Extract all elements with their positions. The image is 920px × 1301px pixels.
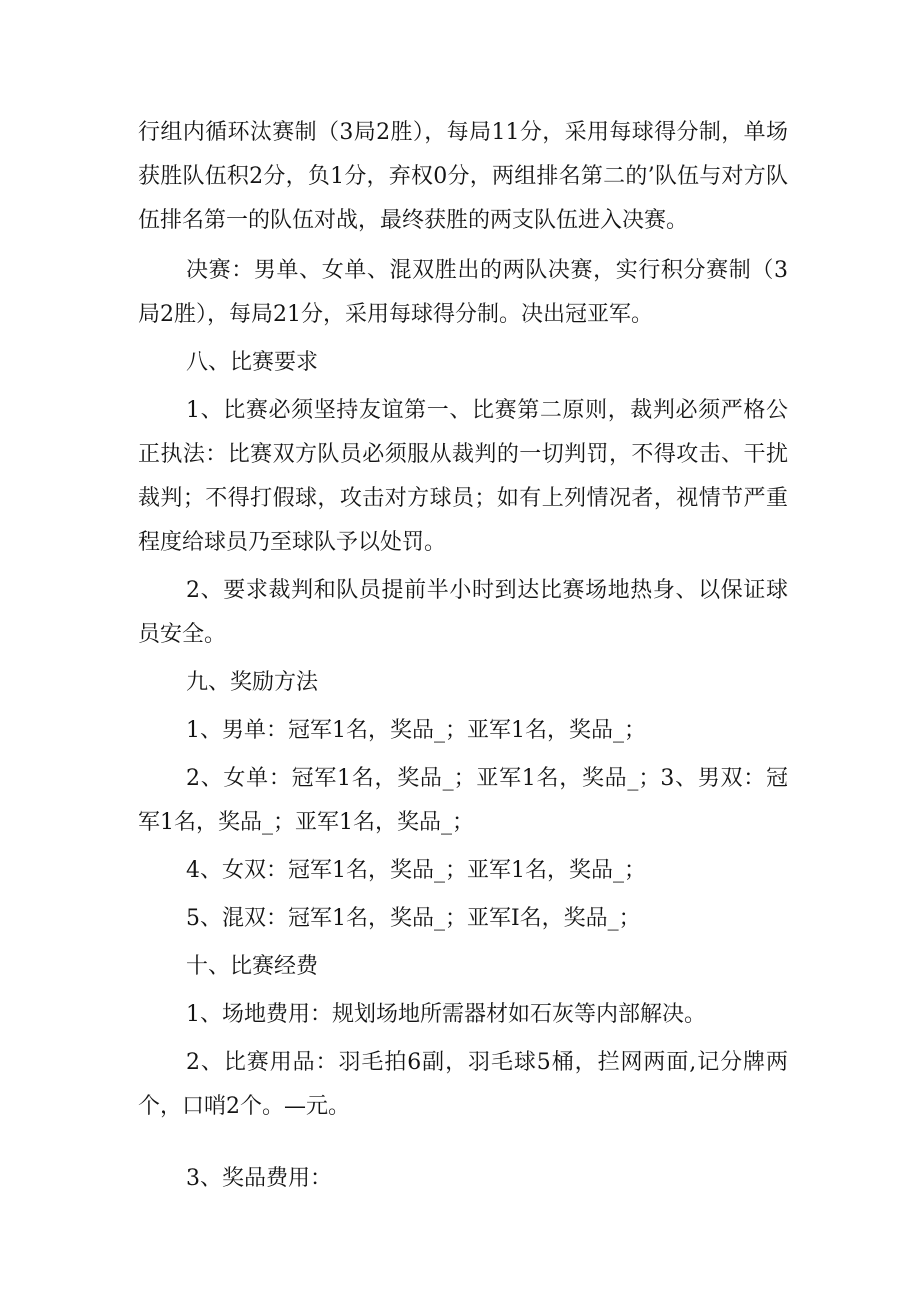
paragraph-requirement-2: 2、要求裁判和队员提前半小时到达比赛场地热身、以保证球员安全。 (138, 578, 788, 647)
paragraph-group-stage-rules: 行组内循环汰赛制（3局2胜），每局11分，采用每球得分制，单场获胜队伍积2分，负1分，弃权0分，两组排名第二的’队伍与对方队伍排名第一的队伍对战，最终获胜的两支队伍进入决赛。 (138, 120, 788, 233)
heading-competition-funding: 十、比赛经费 (186, 954, 319, 979)
heading-award-methods: 九、奖励方法 (186, 670, 319, 695)
paragraph-equipment-cost: 2、比赛用品：羽毛拍6副，羽毛球5桶，拦网两面,记分牌两个，口哨2个。—元。 (138, 1050, 788, 1119)
paragraph-award-mixed-doubles: 5、混双：冠军1名，奖品_；亚军I名，奖品_； (186, 906, 641, 931)
paragraph-requirement-1: 1、比赛必须坚持友谊第一、比赛第二原则，裁判必须严格公正执法：比赛双方队员必须服从裁判的一切判罚，不得攻击、干扰裁判；不得打假球，攻击对方球员；如有上列情况者，视情节严重程度给球员乃至球队予以处罚。 (138, 398, 788, 555)
paragraph-venue-cost: 1、场地费用：规划场地所需器材如石灰等内部解决。 (186, 1002, 706, 1027)
paragraph-award-mens-singles: 1、男单：冠军1名，奖品_；亚军1名，奖品_； (186, 718, 646, 743)
document-body (138, 111, 788, 1201)
paragraph-prize-cost: 3、奖品费用： (186, 1166, 332, 1191)
paragraph-award-womens-singles-mens-doubles: 2、女单：冠军1名，奖品_；亚军1名，奖品_；3、男双：冠军1名，奖品_；亚军1名，奖品_； (138, 766, 788, 835)
heading-competition-requirements: 八、比赛要求 (186, 350, 319, 375)
paragraph-final-rules: 决赛：男单、女单、混双胜出的两队决赛，实行积分赛制（3局2胜），每局21分，采用每球得分制。决出冠亚军。 (138, 258, 788, 327)
paragraph-award-womens-doubles: 4、女双：冠军1名，奖品_；亚军1名，奖品_； (186, 858, 646, 883)
